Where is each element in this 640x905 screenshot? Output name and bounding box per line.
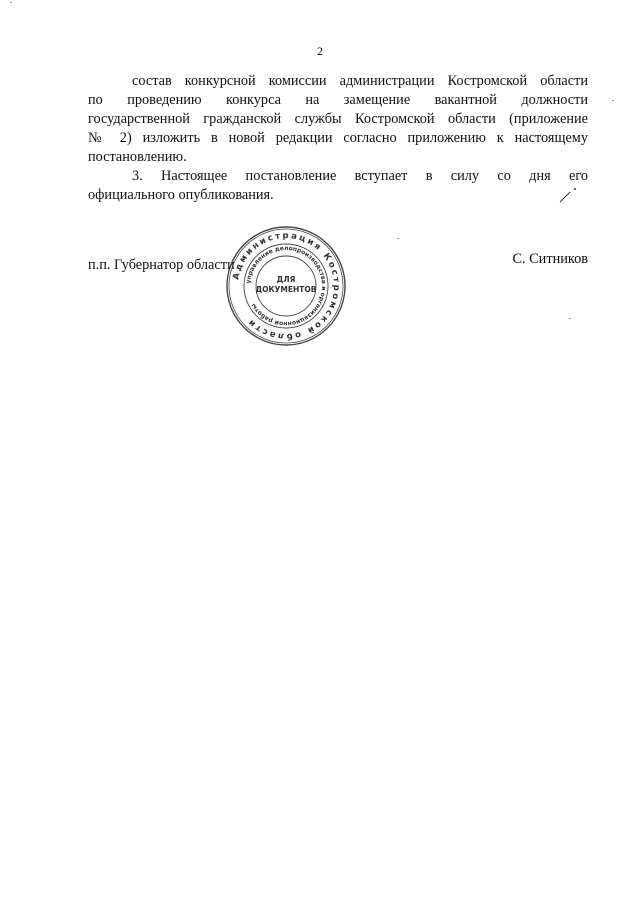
pen-mark bbox=[558, 186, 580, 204]
text-line: государственной гражданской службы Костромской области (приложение bbox=[88, 111, 588, 127]
scan-speck bbox=[10, 2, 12, 3]
seal-center-line1: ДЛЯ bbox=[276, 275, 296, 284]
scan-speck bbox=[569, 318, 571, 319]
text-line: № 2) изложить в новой редакции согласно приложению к настоящему bbox=[88, 130, 588, 146]
seal-outer-text: Администрация Костромской области bbox=[231, 230, 342, 342]
text-line: по проведению конкурса на замещение вакантной должности bbox=[88, 92, 588, 108]
signer-position: п.п. Губернатор области bbox=[88, 257, 235, 273]
seal-inner-text: управление делопроизводства и организационной работы bbox=[245, 244, 328, 328]
text-line: состав конкурсной комиссии администрации Костромской области bbox=[132, 73, 588, 89]
paragraph-3 bbox=[88, 167, 588, 205]
scan-speck bbox=[612, 100, 614, 101]
paragraph-2-tail bbox=[88, 72, 588, 167]
seal-center-line2: ДОКУМЕНТОВ bbox=[255, 285, 317, 294]
official-seal bbox=[224, 224, 348, 348]
text-line: официального опубликования. bbox=[88, 187, 274, 203]
text-line: постановлению. bbox=[88, 149, 187, 165]
signer-name: С. Ситников bbox=[512, 251, 588, 267]
document-body bbox=[88, 72, 588, 205]
page-number: 2 bbox=[317, 44, 323, 58]
text-line: 3. Настоящее постановление вступает в силу со дня его bbox=[132, 168, 588, 184]
scan-speck bbox=[397, 238, 399, 239]
